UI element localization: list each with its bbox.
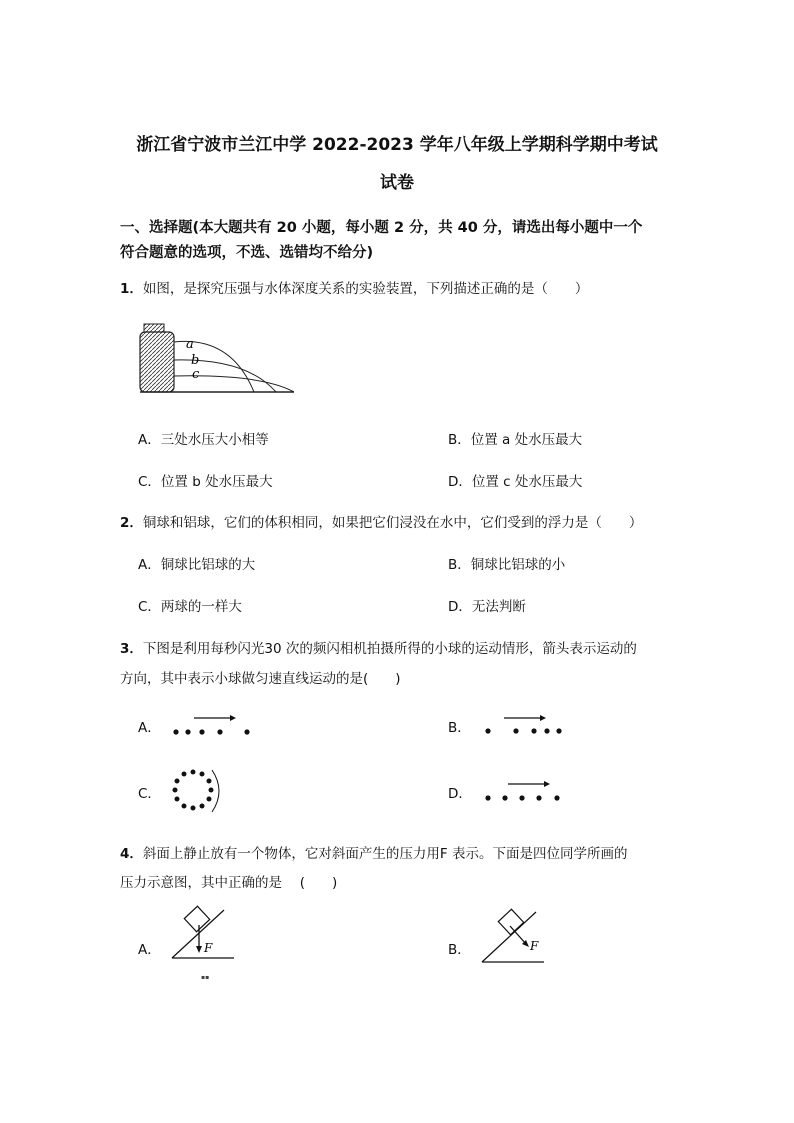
q3-figure-a [168,710,260,738]
q1-option-b[interactable]: B．位置 a 处水压最大 [448,432,583,448]
q3-option-c[interactable]: C． [138,786,161,802]
page-title: 浙江省宁波市兰江中学 2022-2023 学年八年级上学期科学期中考试 [136,135,658,155]
section-heading: 一、选择题(本大题共有 20 小题，每小题 2 分，共 40 分，请选出每小题中一个 [120,220,643,236]
q1-option-c[interactable]: C．位置 b 处水压最大 [138,474,273,490]
water-container [140,332,174,392]
question-2 [120,511,642,531]
question-number: 3． [120,641,143,657]
question-4-continued: 压力示意图，其中正确的是 ( ) [120,875,338,891]
q2-option-d[interactable]: D．无法判断 [448,599,526,615]
question-3-continued: 方向，其中表示小球做匀速直线运动的是( ) [120,671,401,687]
question-text: 如图，是探究压强与水体深度关系的实验装置，下列描述正确的是（ ） [142,281,589,297]
q2-option-c[interactable]: C．两球的一样大 [138,599,242,615]
q3-figure-c [168,766,224,816]
question-number: 1． [120,281,143,297]
section-heading-continued: 符合题意的选项，不选、选错均不给分) [120,245,374,261]
q3-figure-d [480,776,572,806]
q4-figure-b [478,900,550,970]
page-title-continued: 试卷 [380,173,414,193]
arrow-head [544,781,550,787]
question-text: 下图是利用每秒闪光30 次的频闪相机拍摄所得的小球的运动情形，箭头表示运动的 [142,641,637,657]
force-label: F [204,941,213,955]
arrow-head [230,715,236,721]
force-label: F [530,939,539,953]
block [498,909,523,934]
q4-option-b[interactable]: B． [448,942,471,958]
question-text: 斜面上静止放有一个物体，它对斜面产生的压力用F 表示。下面是四位同学所画的 [142,846,628,862]
q3-option-a[interactable]: A． [138,720,161,736]
arrow-head [196,946,202,953]
stray-mark: ▪▪ [201,974,210,980]
q3-figure-b [480,710,572,738]
q1-option-a[interactable]: A．三处水压大小相等 [138,432,269,448]
q4-option-a[interactable]: A． [138,942,161,958]
question-text: 铜球和铝球，它们的体积相同，如果把它们浸没在水中，它们受到的浮力是（ ） [142,515,643,531]
q2-option-a[interactable]: A．铜球比铝球的大 [138,557,256,573]
container-neck [144,324,164,332]
arrow-head [540,715,546,721]
question-1 [120,277,588,297]
question-4 [120,842,627,862]
q3-option-d[interactable]: D． [448,786,472,802]
q1-option-d[interactable]: D．位置 c 处水压最大 [448,474,583,490]
q4-figure-a [168,900,240,980]
block [184,906,209,931]
q3-option-b[interactable]: B． [448,720,471,736]
label-c: c [192,367,200,382]
question-number: 2． [120,515,143,531]
question-number: 4． [120,846,143,862]
label-b: b [191,353,200,368]
water-pressure-figure [136,322,298,398]
q2-option-b[interactable]: B．铜球比铝球的小 [448,557,566,573]
question-3 [120,637,637,657]
label-a: a [186,337,194,352]
